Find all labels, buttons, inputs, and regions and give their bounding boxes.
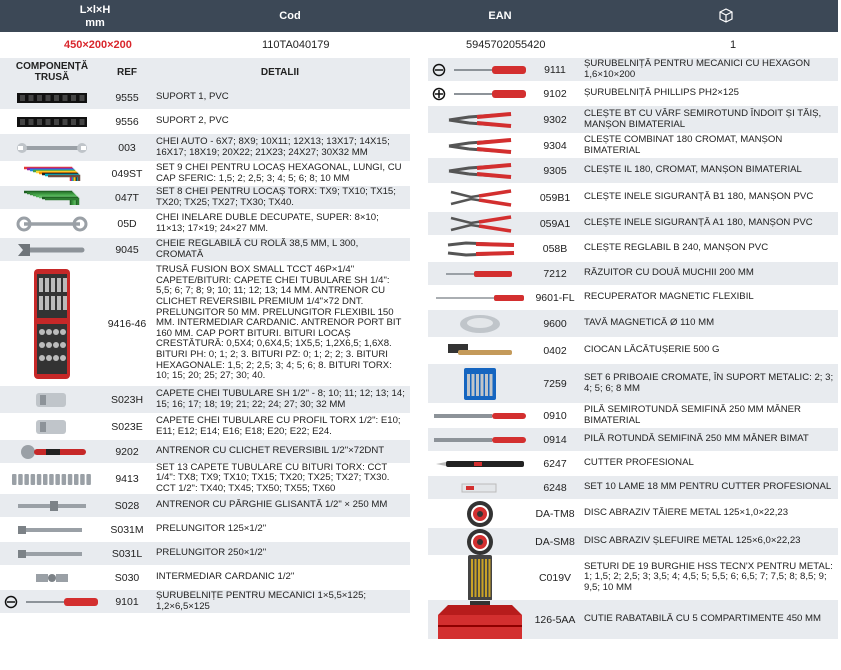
scraper-icon bbox=[428, 262, 532, 285]
item-ref: S031L bbox=[111, 547, 143, 560]
pliers-icon bbox=[428, 134, 532, 157]
item-description: DISC ABRAZIV TĂIERE METAL 125×1,0×22,23 bbox=[584, 507, 789, 519]
rail-icon bbox=[0, 110, 104, 133]
list-item bbox=[0, 542, 410, 566]
hex-keys-icon bbox=[0, 162, 104, 185]
rail-icon bbox=[0, 86, 104, 109]
item-description: CLEȘTE IL 180, CROMAT, MANȘON BIMATERIAL bbox=[584, 164, 802, 176]
item-ref: DA-TM8 bbox=[535, 507, 575, 520]
list-item bbox=[0, 134, 410, 162]
item-description: PRELUNGITOR 250×1/2" bbox=[156, 547, 267, 559]
item-description: CLEȘTE COMBINAT 180 CROMAT, MANȘON BIMATERIAL bbox=[584, 133, 783, 156]
item-ref: 7259 bbox=[543, 377, 567, 390]
item-description: CUTIE RABATABILĂ CU 5 COMPARTIMENTE 450 MM bbox=[584, 613, 822, 625]
file-tool-icon bbox=[428, 428, 532, 451]
list-item bbox=[428, 236, 838, 262]
item-ref: 0914 bbox=[543, 433, 567, 446]
magnetic-tray-icon bbox=[428, 310, 532, 337]
item-ref: 047T bbox=[115, 191, 139, 204]
item-description: CAPETE CHEI TUBULARE CU PROFIL TORX 1/2": E10; E11; E12; E14; E16; E18; E20; E22; E24. bbox=[156, 414, 401, 437]
socket-icon bbox=[0, 386, 104, 413]
blades-icon bbox=[428, 476, 532, 499]
toolbox-icon bbox=[428, 600, 532, 639]
list-item bbox=[428, 82, 838, 106]
item-description: TRUSĂ FUSION BOX SMALL TCCT 46P×1/4" CAPETE/BITURI: CAPETE CHEI TUBULARE SH 1/4": 5,5; 6; 7; 8; 9; 10; 11; 12; 13; 14 MM. ANTRENOR CU CLICHET REVERSIBIL PREMIUM 1/4"×72 DNT. PRELUNGITOR 50 MM. PRELUNGITOR FLEXIBIL 150 MM. INTERMEDIAR CARDANIC. ANTRENOR PORT BIT 160 MM. CAP PORT BITURI. BITURI LOCAȘ CRESTĂTURĂ: 0,5X4; 0,6X4,5; 1X5,5; 1,2X6,5; 1,6X8. BITURI PH: 0; 1; 2; 3. BITURI PZ: 0; 1; 2; 2; 3. BITURI HEXAGONALE: 1,5; 2; 2,5; 3; 4; 5; 6; 8. BITURI TORX: 10; 15; 20; 25; 27; 30; 40. bbox=[156, 264, 402, 382]
item-ref: 9416-46 bbox=[107, 317, 147, 330]
list-item bbox=[428, 428, 838, 452]
list-item bbox=[0, 186, 410, 210]
component-header: COMPONENȚĂ TRUSĂ bbox=[15, 61, 89, 83]
list-item bbox=[428, 134, 838, 158]
item-description: CLEȘTE INELE SIGURANȚĂ B1 180, MANȘON PVC bbox=[584, 191, 814, 203]
screwdriver-flat-icon bbox=[428, 58, 532, 81]
dims-unit: mm bbox=[85, 17, 105, 29]
item-ref: S030 bbox=[114, 571, 140, 584]
list-item bbox=[0, 162, 410, 186]
item-ref: 0402 bbox=[543, 344, 567, 357]
item-ref: 7212 bbox=[543, 267, 567, 280]
item-description: ȘURUBELNIȚĂ PHILLIPS PH2×125 bbox=[584, 87, 739, 99]
list-item bbox=[0, 414, 410, 440]
product-ean: 5945702055420 bbox=[466, 39, 546, 51]
torx-keys-icon bbox=[0, 186, 104, 209]
item-ref: 9101 bbox=[115, 595, 139, 608]
list-item bbox=[0, 86, 410, 110]
list-item bbox=[0, 440, 410, 464]
water-pump-pliers-icon bbox=[428, 236, 532, 261]
list-item bbox=[428, 556, 838, 600]
item-description: PILĂ SEMIROTUNDĂ SEMIFINĂ 250 MM MÂNER BIMATERIAL bbox=[584, 403, 801, 426]
drill-set-icon bbox=[428, 556, 532, 599]
list-item bbox=[428, 212, 838, 236]
item-ref: 9556 bbox=[115, 115, 139, 128]
item-description: CUTTER PROFESIONAL bbox=[584, 457, 694, 469]
screwdriver-phillips-icon bbox=[428, 82, 532, 105]
list-item bbox=[0, 238, 410, 262]
list-item bbox=[428, 476, 838, 500]
item-ref: 9111 bbox=[544, 63, 566, 76]
item-description: PRELUNGITOR 125×1/2" bbox=[156, 523, 267, 535]
adjustable-wrench-icon bbox=[0, 238, 104, 261]
punch-set-icon bbox=[428, 364, 532, 403]
item-description: CLEȘTE REGLABIL B 240, MANȘON PVC bbox=[584, 242, 769, 254]
list-item bbox=[0, 110, 410, 134]
extension-icon bbox=[0, 518, 104, 541]
item-description: RĂZUITOR CU DOUĂ MUCHII 200 MM bbox=[584, 267, 754, 279]
list-item bbox=[0, 461, 410, 494]
list-item bbox=[0, 518, 410, 542]
code-label: Cod bbox=[279, 10, 301, 22]
item-description: SET 10 LAME 18 MM PENTRU CUTTER PROFESIONAL bbox=[584, 481, 832, 493]
ref-header: REF bbox=[117, 66, 137, 78]
item-ref: 9555 bbox=[115, 91, 139, 104]
item-ref: 058B bbox=[542, 242, 568, 255]
item-ref: C019V bbox=[538, 571, 572, 584]
item-ref: 9102 bbox=[543, 87, 567, 100]
left-table-header bbox=[0, 58, 410, 86]
list-item bbox=[428, 262, 838, 286]
list-item bbox=[428, 158, 838, 184]
item-ref: 126-5AA bbox=[534, 613, 576, 626]
item-description: ȘURUBELNIȚE PENTRU MECANICI 1×5,5×125; 1,2×6,5×125 bbox=[156, 589, 367, 612]
wrench-icon bbox=[0, 134, 104, 161]
list-item bbox=[428, 364, 838, 404]
item-ref: 9304 bbox=[543, 139, 567, 152]
list-item bbox=[0, 210, 410, 238]
item-ref: 6247 bbox=[543, 457, 567, 470]
item-ref: 9202 bbox=[115, 445, 139, 458]
item-ref: 6248 bbox=[543, 481, 567, 494]
list-item bbox=[428, 338, 838, 364]
item-description: RECUPERATOR MAGNETIC FLEXIBIL bbox=[584, 291, 754, 303]
product-row bbox=[0, 33, 838, 57]
socket-case-icon bbox=[0, 262, 104, 385]
list-item bbox=[428, 184, 838, 212]
list-item bbox=[428, 106, 838, 134]
list-item bbox=[428, 58, 838, 82]
item-ref: 9600 bbox=[543, 317, 567, 330]
item-ref: 9413 bbox=[115, 472, 139, 485]
box-icon bbox=[718, 7, 748, 23]
list-item bbox=[428, 310, 838, 338]
details-header: DETALII bbox=[260, 66, 300, 78]
list-item bbox=[0, 494, 410, 518]
socket-icon bbox=[0, 414, 104, 439]
list-item bbox=[0, 262, 410, 386]
hammer-icon bbox=[428, 338, 532, 363]
ratchet-icon bbox=[0, 440, 104, 463]
item-description: CLEȘTE BT CU VÂRF SEMIROTUND ÎNDOIT ȘI TĂIȘ, MANȘON BIMATERIAL bbox=[584, 107, 822, 130]
item-description: SET 9 CHEI PENTRU LOCAȘ HEXAGONAL, LUNGI, CU CAP SFERIC: 1,5; 2; 2,5; 3; 4; 5; 6; 8; 10 MM bbox=[156, 161, 402, 184]
item-description: CHEI INELARE DUBLE DECUPATE, SUPER: 8×10; 11×13; 17×19; 24×27 MM. bbox=[156, 211, 379, 234]
pliers-icon bbox=[428, 106, 532, 133]
item-ref: 9601-FL bbox=[535, 291, 575, 304]
product-dims: 450×200×200 bbox=[64, 39, 132, 51]
item-description: CIOCAN LĂCĂTUȘERIE 500 G bbox=[584, 344, 720, 356]
ean-label: EAN bbox=[488, 10, 512, 22]
tbar-icon bbox=[0, 494, 104, 517]
item-ref: S031M bbox=[110, 523, 144, 536]
item-description: CLEȘTE INELE SIGURANȚĂ A1 180, MANȘON PVC bbox=[584, 217, 813, 229]
item-ref: 9045 bbox=[115, 243, 139, 256]
table-header bbox=[0, 0, 838, 32]
cutter-icon bbox=[428, 452, 532, 475]
item-description: SET 6 PRIBOAIE CROMATE, ÎN SUPORT METALIC: 2; 3; 4; 5; 6; 8 MM bbox=[584, 371, 834, 394]
pliers-icon bbox=[428, 158, 532, 183]
screwdriver-flat-icon bbox=[0, 590, 104, 613]
ring-wrench-icon bbox=[0, 210, 104, 237]
extension-icon bbox=[0, 542, 104, 565]
item-description: SUPORT 1, PVC bbox=[156, 91, 229, 103]
item-description: SETURI DE 19 BURGHIE HSS TECN'X PENTRU METAL: 1; 1,5; 2; 2,5; 3; 3,5; 4; 4,5; 5; 5,5; 6; 6,5; 7; 7,5; 8; 8,5; 9; 9,5; 10 MM bbox=[584, 560, 833, 593]
dims-label: L×l×H bbox=[79, 4, 111, 16]
list-item bbox=[428, 404, 838, 428]
item-ref: 049ST bbox=[111, 167, 143, 180]
item-ref: 9302 bbox=[543, 113, 567, 126]
item-description: PILĂ ROTUNDĂ SEMIFINĂ 250 MM MÂNER BIMAT bbox=[584, 433, 809, 445]
bit-sockets-icon bbox=[0, 464, 104, 493]
circlip-pliers-icon bbox=[428, 212, 532, 235]
magnet-pickup-icon bbox=[428, 286, 532, 309]
item-description: TAVĂ MAGNETICĂ Ø 110 MM bbox=[584, 317, 715, 329]
list-item bbox=[428, 452, 838, 476]
item-description: ANTRENOR CU CLICHET REVERSIBIL 1/2"×72DNT bbox=[156, 445, 385, 457]
item-ref: S023H bbox=[110, 393, 144, 406]
list-item bbox=[428, 286, 838, 310]
item-description: ANTRENOR CU PÂRGHIE GLISANTĂ 1/2" × 250 MM bbox=[156, 499, 388, 511]
ujoint-icon bbox=[0, 566, 104, 589]
list-item bbox=[428, 500, 838, 528]
disc-icon bbox=[428, 528, 532, 555]
item-description: SET 8 CHEI PENTRU LOCAȘ TORX: TX9; TX10; TX15; TX20; TX25; TX27; TX30; TX40. bbox=[156, 185, 396, 208]
product-qty: 1 bbox=[730, 39, 737, 51]
item-ref: S023E bbox=[111, 420, 143, 433]
item-description: DISC ABRAZIV ȘLEFUIRE METAL 125×6,0×22,23 bbox=[584, 535, 801, 547]
item-ref: 059B1 bbox=[539, 191, 571, 204]
circlip-pliers-icon bbox=[428, 184, 532, 211]
list-item bbox=[0, 566, 410, 590]
disc-icon bbox=[428, 500, 532, 527]
item-description: ȘURUBELNIȚĂ PENTRU MECANICI CU HEXAGON 1,6×10×200 bbox=[584, 57, 811, 80]
item-description: CHEIE REGLABILĂ CU ROLĂ 38,5 MM, L 300, CROMATĂ bbox=[156, 237, 359, 260]
item-ref: 0910 bbox=[543, 409, 567, 422]
file-tool-icon bbox=[428, 404, 532, 427]
item-description: SET 13 CAPETE TUBULARE CU BITURI TORX: CCT 1/4": TX8; TX9; TX10; TX15; TX20; TX25; TX27; TX30. CCT 1/2": TX40; TX45; TX50; TX55; TX60 bbox=[156, 461, 390, 494]
item-ref: DA-SM8 bbox=[535, 535, 575, 548]
list-item bbox=[428, 600, 838, 640]
item-ref: S028 bbox=[114, 499, 140, 512]
item-ref: 9305 bbox=[543, 164, 567, 177]
item-description: CHEI AUTO - 6X7; 8X9; 10X11; 12X13; 13X17; 14X15; 16X17; 18X19; 20X22; 21X23; 24X27; 30X32 MM bbox=[156, 135, 390, 158]
item-description: SUPORT 2, PVC bbox=[156, 115, 229, 127]
list-item bbox=[0, 386, 410, 414]
product-code: 110TA040179 bbox=[262, 39, 330, 51]
item-description: CAPETE CHEI TUBULARE SH 1/2" - 8; 10; 11; 12; 13; 14; 15; 16; 17; 18; 19; 21; 22; 24; 27; 30; 32 MM bbox=[156, 387, 405, 410]
item-ref: 003 bbox=[118, 141, 136, 154]
item-ref: 05D bbox=[117, 217, 137, 230]
list-item bbox=[0, 590, 410, 614]
item-description: INTERMEDIAR CARDANIC 1/2" bbox=[156, 571, 295, 583]
item-ref: 059A1 bbox=[539, 217, 571, 230]
